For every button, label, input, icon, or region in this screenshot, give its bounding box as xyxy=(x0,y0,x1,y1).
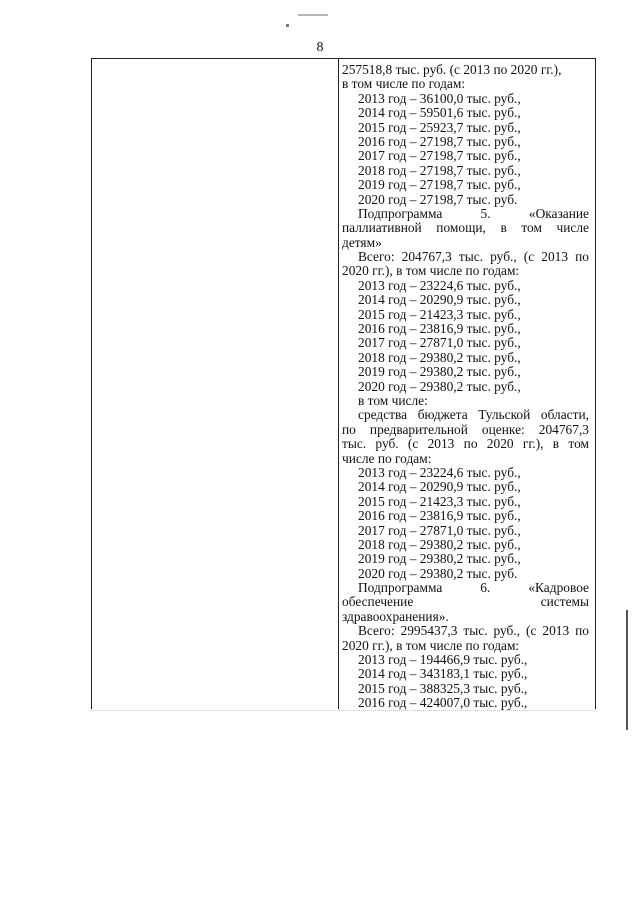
text-line: паллиативной помощи, в том числе xyxy=(342,221,589,236)
funding-text-cell xyxy=(342,63,589,711)
page-number: 8 xyxy=(316,40,324,55)
text-line: 2016 год – 27198,7 тыс. руб., xyxy=(358,134,521,149)
text-line: 2014 год – 343183,1 тыс. руб., xyxy=(358,667,528,682)
text-line: 2018 год – 27198,7 тыс. руб., xyxy=(358,163,521,178)
text-line: по предварительной оценке: 204767,3 xyxy=(342,422,589,437)
text-line: 2017 год – 27871,0 тыс. руб., xyxy=(358,336,521,351)
text-line: 257518,8 тыс. руб. (с 2013 по 2020 гг.), xyxy=(342,63,562,77)
text-line: Подпрограмма 6. «Кадровое xyxy=(358,581,589,596)
text-line: здравоохранения». xyxy=(342,609,449,624)
text-line: 2019 год – 29380,2 тыс. руб., xyxy=(358,365,521,380)
text-line: средства бюджета Тульской области, xyxy=(358,408,589,423)
text-line: числе по годам: xyxy=(342,451,432,466)
program-table xyxy=(91,58,596,709)
text-line: тыс. руб. (с 2013 по 2020 гг.), в том xyxy=(342,437,589,452)
scan-artifact xyxy=(626,610,628,730)
text-line: в том числе: xyxy=(358,393,428,408)
text-line: 2013 год – 36100,0 тыс. руб., xyxy=(358,91,521,106)
text-line: 2015 год – 25923,7 тыс. руб., xyxy=(358,120,521,135)
text-line: 2019 год – 27198,7 тыс. руб., xyxy=(358,178,521,193)
table-bottom-edge xyxy=(91,710,596,711)
text-line: 2018 год – 29380,2 тыс. руб., xyxy=(358,537,521,552)
text-line: 2014 год – 20290,9 тыс. руб., xyxy=(358,293,521,308)
text-line: 2018 год – 29380,2 тыс. руб., xyxy=(358,350,521,365)
text-line: 2017 год – 27871,0 тыс. руб., xyxy=(358,523,521,538)
text-line: 2020 гг.), в том числе по годам: xyxy=(342,264,520,279)
text-line: 2020 год – 27198,7 тыс. руб. xyxy=(358,192,518,207)
text-line: 2015 год – 21423,3 тыс. руб., xyxy=(358,494,521,509)
text-line: обеспечение системы xyxy=(342,595,589,610)
text-line: 2016 год – 23816,9 тыс. руб., xyxy=(358,322,521,337)
text-line: 2013 год – 194466,9 тыс. руб., xyxy=(358,653,528,668)
text-line: Всего: 204767,3 тыс. руб., (с 2013 по xyxy=(358,250,589,265)
text-line: 2016 год – 23816,9 тыс. руб., xyxy=(358,509,521,524)
table-left-cell xyxy=(92,59,338,709)
text-line: в том числе по годам: xyxy=(342,77,466,92)
text-line: Подпрограмма 5. «Оказание xyxy=(358,206,589,221)
text-line: 2016 год – 424007,0 тыс. руб., xyxy=(358,696,528,711)
column-divider xyxy=(338,59,339,709)
scan-artifact xyxy=(286,24,289,27)
text-line: 2020 гг.), в том числе по годам: xyxy=(342,638,520,653)
text-line: детям» xyxy=(342,235,382,250)
text-line: 2015 год – 21423,3 тыс. руб., xyxy=(358,307,521,322)
text-line: 2015 год – 388325,3 тыс. руб., xyxy=(358,681,528,696)
text-line: 2017 год – 27198,7 тыс. руб., xyxy=(358,149,521,164)
text-line: 2020 год – 29380,2 тыс. руб. xyxy=(358,566,518,581)
text-line: 2019 год – 29380,2 тыс. руб., xyxy=(358,552,521,567)
text-line: 2020 год – 29380,2 тыс. руб., xyxy=(358,379,521,394)
text-line: 2014 год – 59501,6 тыс. руб., xyxy=(358,106,521,121)
text-line: 2013 год – 23224,6 тыс. руб., xyxy=(358,465,521,480)
scan-artifact xyxy=(298,14,328,16)
text-line: Всего: 2995437,3 тыс. руб., (с 2013 по xyxy=(358,624,589,639)
text-line: 2014 год – 20290,9 тыс. руб., xyxy=(358,480,521,495)
text-line: 2013 год – 23224,6 тыс. руб., xyxy=(358,278,521,293)
